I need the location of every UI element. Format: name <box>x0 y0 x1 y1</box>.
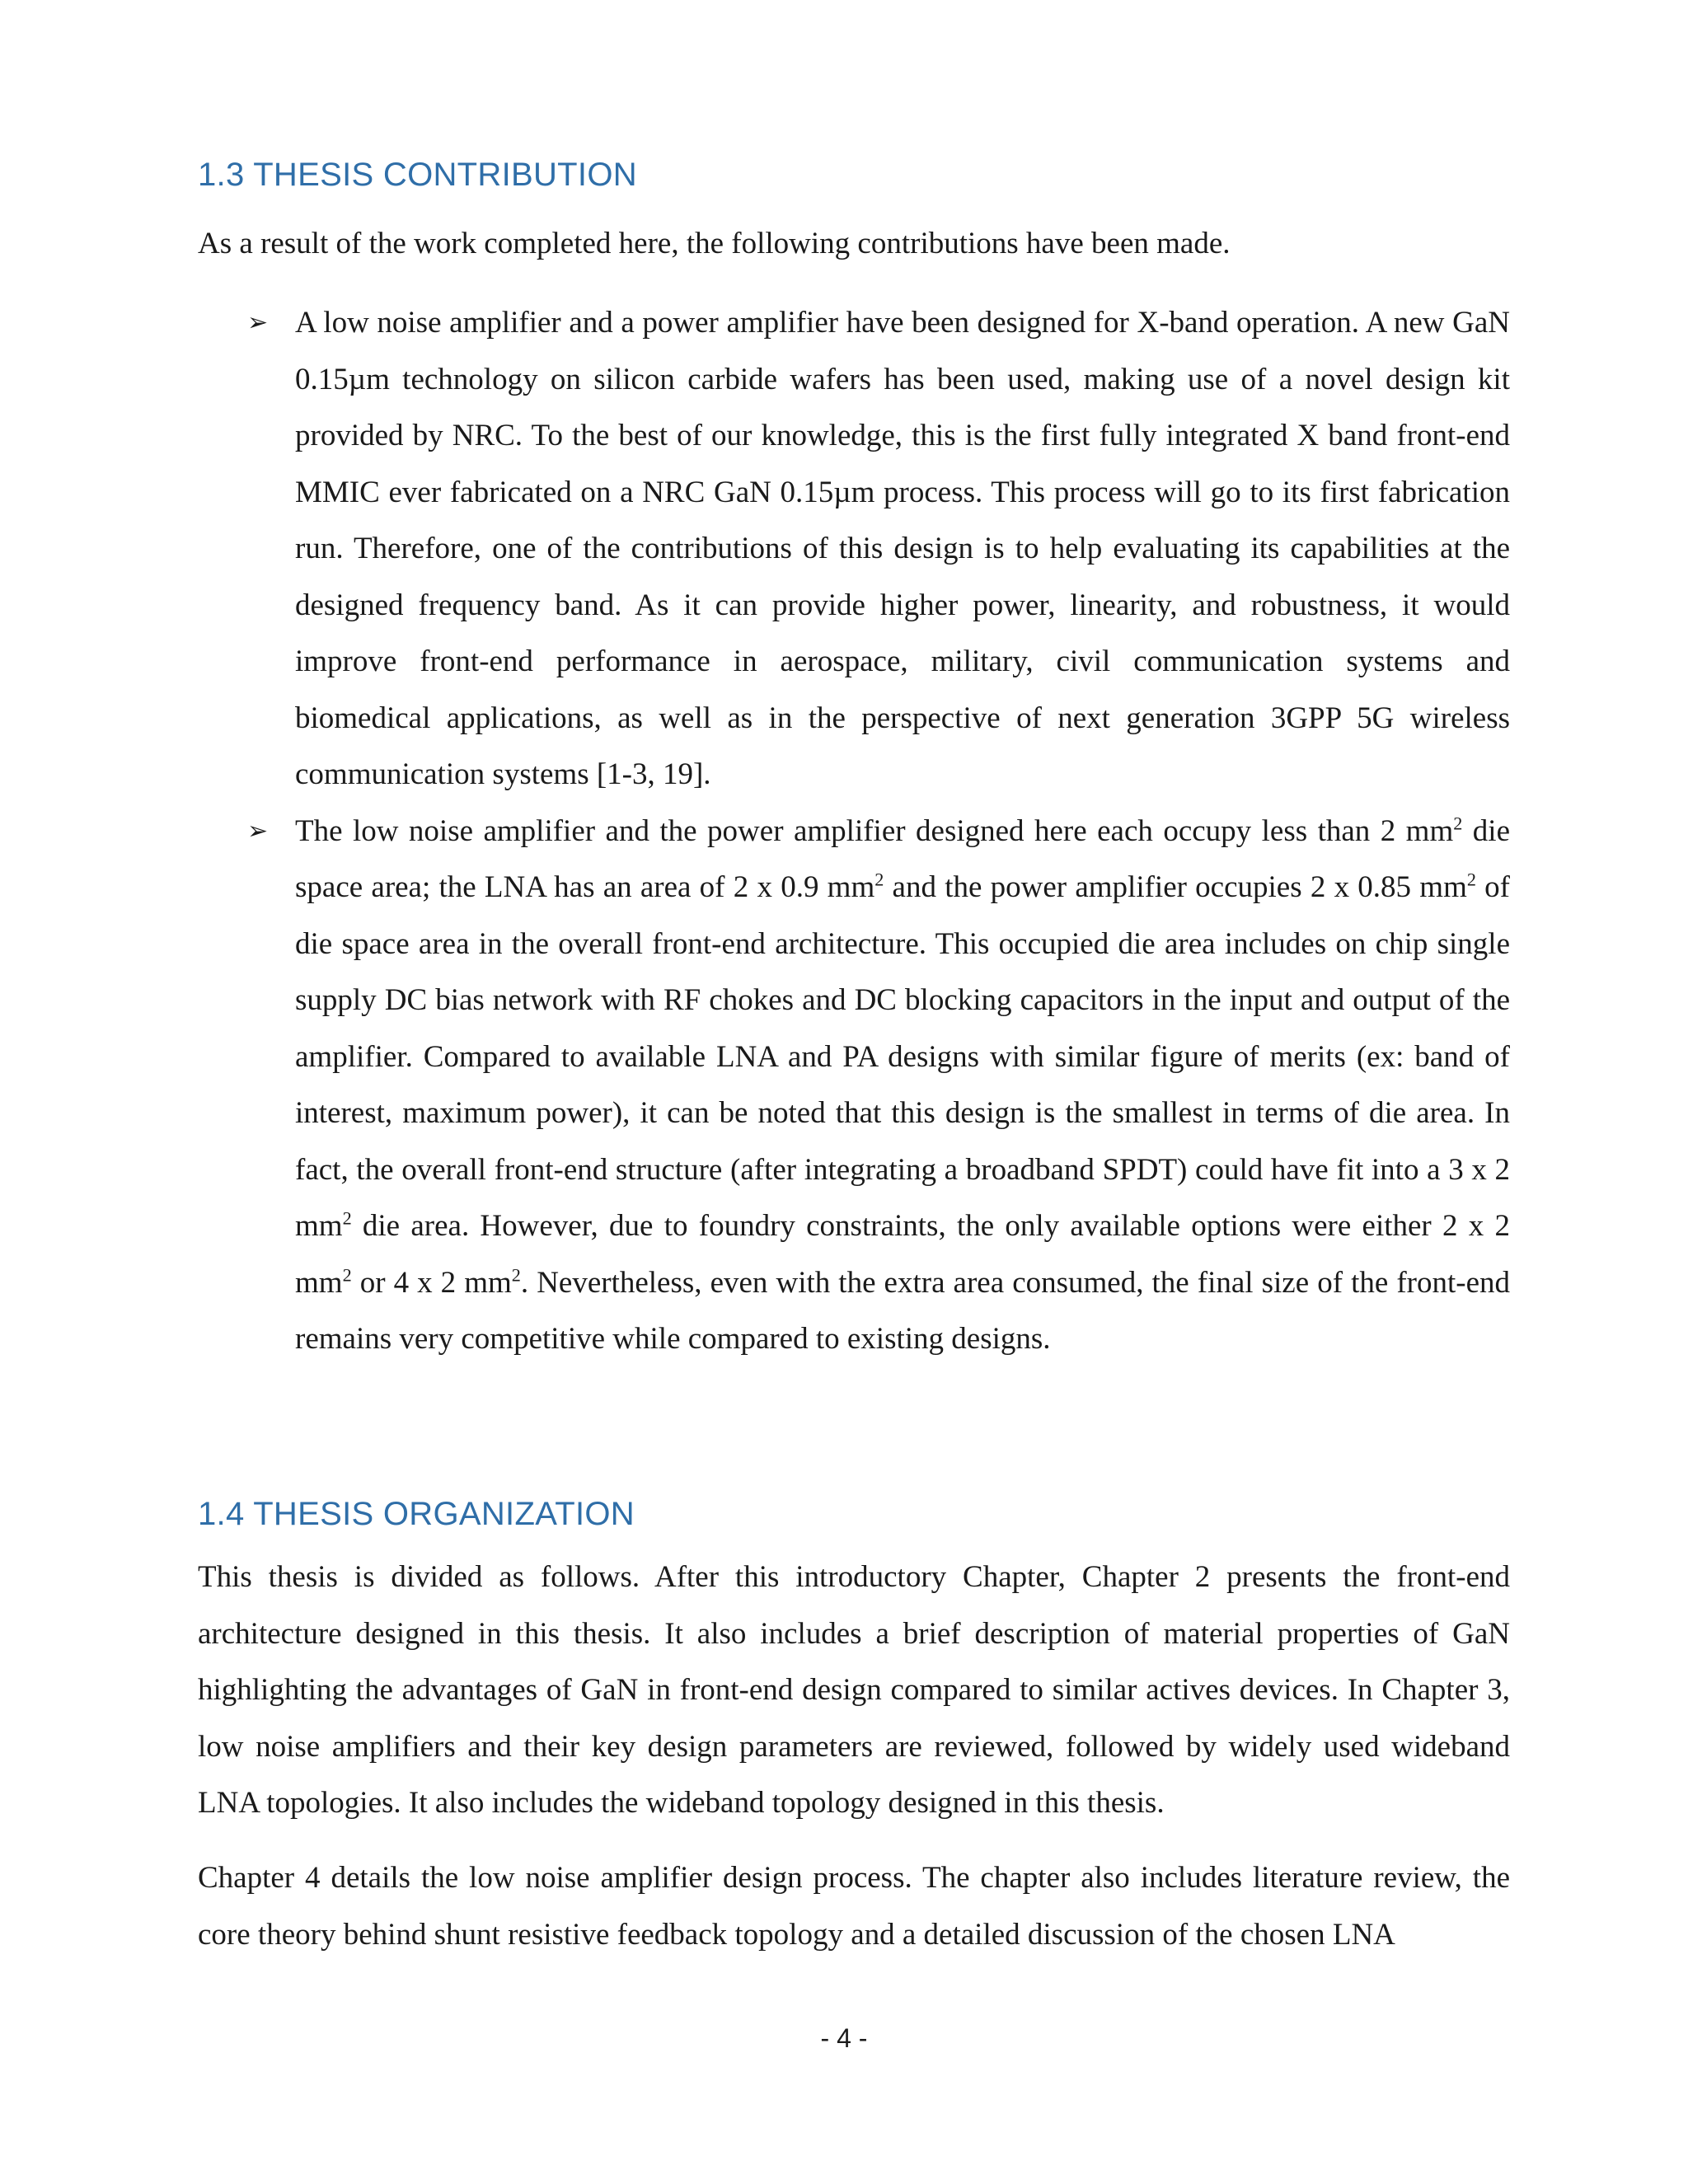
section-heading-thesis-organization: 1.4 THESIS ORGANIZATION <box>198 1496 635 1532</box>
arrowhead-bullet-icon: ➢ <box>247 816 269 846</box>
contribution-text-xband-design: A low noise amplifier and a power amplifier have been designed for X-band operation. A new GaN 0.15µm technology on silicon carbide wafers has been used, making use of a novel design kit provided by NRC. To the best of our knowledge, this is the first fully integrated X band front-end MMIC ever fabricated on a NRC GaN 0.15µm process. This process will go to its first fabrication run. Therefore, one of the contributions of this design is to help evaluating its capabilities at the designed frequency band. As it can provide higher power, linearity, and robustness, it would improve front-end performance in aerospace, military, civil communication systems and biomedical applications, as well as in the perspective of next generation 3GPP 5G wireless communication systems [1-3, 19]. <box>295 306 1510 791</box>
contribution-item-xband-design <box>198 295 1510 804</box>
page-number: - 4 - <box>820 2023 868 2053</box>
section-heading-thesis-contribution: 1.3 THESIS CONTRIBUTION <box>198 157 637 193</box>
organization-paragraph-2: Chapter 4 details the low noise amplifier design process. The chapter also includes literature review, the core theory behind shunt resistive feedback topology and a detailed discussion of the chosen LNA <box>198 1861 1510 1952</box>
die-area-text: The low noise amplifier and the power amplifier designed here each occupy less than 2 $mm^2$ die space area; the LNA has an area of 2 x 0.9 $mm^2$ and the power amplifier occupies 2 x 0.85 $mm^2$ of die space area in the overall front-end architecture. This occupied die area includes on chip single supply DC bias network with RF chokes and DC blocking capacitors in the input and output of the amplifier. Compared to available LNA and PA designs with similar figure of merits (ex: band of interest, maximum power), it can be noted that this design is the smallest in terms of die area. In fact, the overall front-end structure (after integrating a broadband SPDT) could have fit into a 3 x 2 $mm^2$ die area. However, due to foundry constraints, the only available options were either 2 x 2 $mm^2$ or 4 x 2 $mm^2$. Nevertheless, even with the extra area consumed, the final size of the front-end remains very competitive while compared to existing designs. <box>295 813 1511 1356</box>
contribution-item-die-area <box>198 804 1510 1368</box>
contribution-intro-paragraph: As a result of the work completed here, the following contributions have been made. <box>198 227 1231 260</box>
arrowhead-bullet-icon: ➢ <box>247 308 269 337</box>
organization-paragraph-1: This thesis is divided as follows. After this introductory Chapter, Chapter 2 presents the front-end architecture designed in this thesis. It also includes a brief description of material properties of GaN highlighting the advantages of GaN in front-end design compared to similar actives devices. In Chapter 3, low noise amplifiers and their key design parameters are reviewed, followed by widely used wideband LNA topologies. It also includes the wideband topology designed in this thesis. <box>198 1560 1510 1820</box>
contribution-list <box>198 295 1510 1368</box>
